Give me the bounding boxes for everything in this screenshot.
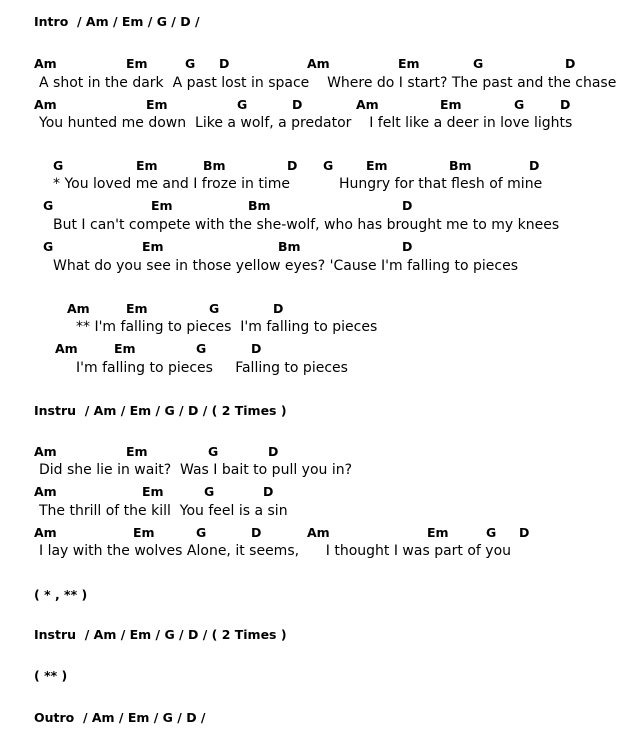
chord: Em [151,198,173,213]
chord: D [263,484,274,499]
repeat-marker: ( ** ) [34,668,68,683]
chord: D [268,444,279,459]
chord: Em [136,158,158,173]
chord: D [529,158,540,173]
chord: Am [307,525,330,540]
chord: G [237,97,248,112]
lyric-line: I'm falling to pieces Falling to pieces [76,360,348,376]
chord: D [292,97,303,112]
chord: Am [34,97,57,112]
chord: D [273,301,284,316]
repeat-marker: ( * , ** ) [34,587,88,602]
chord: D [219,56,230,71]
chord: Em [142,484,164,499]
chord: G [53,158,64,173]
lyric-line: A shot in the dark A past lost in space Where do I start? The past and the chase [39,75,617,91]
chord: G [209,301,220,316]
chord: Am [55,341,78,356]
lyric-line: But I can't compete with the she-wolf, who has brought me to my knees [53,217,560,233]
chord: Em [366,158,388,173]
chord: G [196,341,207,356]
chord: G [185,56,196,71]
chord: D [519,525,530,540]
chord: Em [126,56,148,71]
chord: Bm [449,158,472,173]
chord: Em [142,239,164,254]
chord: Em [146,97,168,112]
chord: Bm [203,158,226,173]
chord: Bm [278,239,301,254]
chord: G [204,484,215,499]
lyric-line: I lay with the wolves Alone, it seems, I thought I was part of you [39,543,512,559]
chord: D [402,198,413,213]
outro-line: Outro / Am / Em / G / D / [34,710,206,725]
chord: Am [356,97,379,112]
chord: D [287,158,298,173]
chord: Em [440,97,462,112]
chord: Am [34,525,57,540]
chord: Em [133,525,155,540]
chord: G [486,525,497,540]
chord: Em [427,525,449,540]
chord: Em [114,341,136,356]
chord: G [43,198,54,213]
chord: G [514,97,525,112]
chord: G [323,158,334,173]
lyric-line: Did she lie in wait? Was I bait to pull you in? [39,462,353,478]
lyric-line: * You loved me and I froze in time Hungry for that flesh of mine [53,176,543,192]
chord: G [208,444,219,459]
chord: G [196,525,207,540]
lyric-line: You hunted me down Like a wolf, a predator I felt like a deer in love lights [39,115,573,131]
instrumental-line: Instru / Am / Em / G / D / ( 2 Times ) [34,403,287,418]
chord: Em [126,301,148,316]
chord: D [560,97,571,112]
chord: D [402,239,413,254]
chord: Am [307,56,330,71]
chord: D [251,525,262,540]
instrumental-line: Instru / Am / Em / G / D / ( 2 Times ) [34,627,287,642]
lyric-line: The thrill of the kill You feel is a sin [39,503,288,519]
lyric-line: What do you see in those yellow eyes? 'Cause I'm falling to pieces [53,258,518,274]
chord: D [565,56,576,71]
chord: Am [67,301,90,316]
chord: Am [34,56,57,71]
chord: Em [126,444,148,459]
chord: D [251,341,262,356]
intro-line: Intro / Am / Em / G / D / [34,14,200,29]
chord: G [473,56,484,71]
lyric-line: ** I'm falling to pieces I'm falling to pieces [76,319,378,335]
chord: Em [398,56,420,71]
chord: Am [34,484,57,499]
chord: Am [34,444,57,459]
chord: Bm [248,198,271,213]
chord: G [43,239,54,254]
